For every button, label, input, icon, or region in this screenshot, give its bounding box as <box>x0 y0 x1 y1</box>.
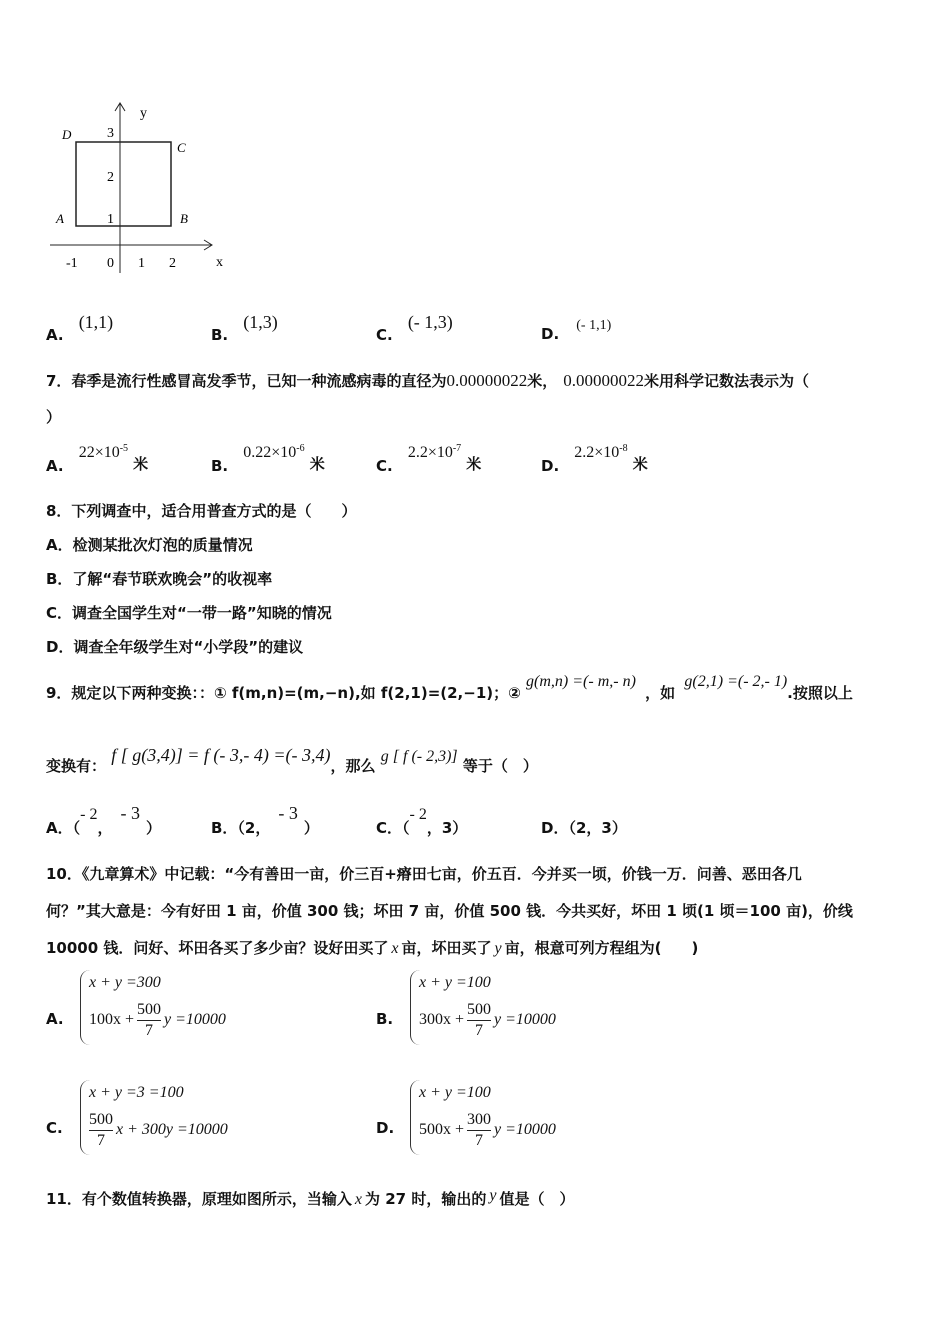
option-value: - 2 <box>409 806 427 823</box>
point-a-label: A <box>56 211 64 226</box>
q9-text: ，如 <box>645 684 676 702</box>
q10-stem-line3 <box>46 937 698 958</box>
equation: 500x + $\frac{300}{7}$ y =10000 <box>419 1110 556 1149</box>
option-value: - 2 <box>80 806 98 823</box>
q7-number: 0.00000022 <box>563 371 644 390</box>
q9-option-a[interactable] <box>46 803 161 837</box>
variable: y <box>489 1187 497 1204</box>
q7-option-b[interactable] <box>211 441 325 475</box>
variable: y <box>494 940 502 957</box>
q9-text: 变换有： <box>46 757 107 775</box>
option-label: D. <box>541 325 560 343</box>
option-value: (- 1,1) <box>576 318 612 333</box>
q7-number: 0.00000022 <box>446 371 528 390</box>
q8-option-d[interactable]: D．调查全年级学生对“小学段”的建议 <box>46 638 304 656</box>
option-label: C. <box>376 326 393 344</box>
equation: 300x + $\frac{500}{7}$ y =10000 <box>419 1000 556 1039</box>
x-tick-1: 1 <box>138 256 145 271</box>
equation-system <box>410 1080 556 1155</box>
y-tick-1: 1 <box>107 212 114 227</box>
q7-stem <box>46 370 809 391</box>
q7-text: 米， <box>527 372 558 390</box>
q9-stem-line1 <box>46 670 853 702</box>
q9-stem-line2 <box>46 745 538 775</box>
option-value: $0.22\times 10^{-6}$ <box>243 443 305 461</box>
option-label: B．（2， <box>211 819 271 837</box>
q11-text: 11．有个数值转换器，原理如图所示，当输入 <box>46 1190 352 1208</box>
x-axis-label: x <box>216 255 223 270</box>
x-tick-0: 0 <box>107 256 114 271</box>
q7-text: 7．春季是流行性感冒高发季节，已知一种流感病毒的直径为 <box>46 372 447 390</box>
option-label: B. <box>211 326 229 344</box>
unit: 米 <box>466 455 482 473</box>
option-label: A. <box>46 1010 64 1028</box>
option-label: B. <box>211 457 229 475</box>
q7-stem-close: ） <box>46 408 62 426</box>
unit: 米 <box>309 455 325 473</box>
equation: x + y =100 <box>419 1084 491 1101</box>
variable: x <box>391 940 399 957</box>
point-b-label: B <box>180 211 188 226</box>
unit: 米 <box>133 455 149 473</box>
x-tick-2: 2 <box>169 256 176 271</box>
option-label: A. <box>46 326 64 344</box>
q8-option-b[interactable]: B．了解“春节联欢晚会”的收视率 <box>46 570 273 588</box>
q7-text: 米用科学记数法表示为（ <box>643 372 809 390</box>
equation-system <box>80 1080 228 1155</box>
option-value: (- 1,3) <box>407 312 453 332</box>
q10-text: 亩，坏田买了 <box>401 939 492 957</box>
point-d-label: D <box>62 127 72 142</box>
q8-stem: 8．下列调查中，适合用普查方式的是（ ） <box>46 502 357 520</box>
q9-option-d[interactable]: D．（2，3） <box>541 819 627 837</box>
option-label: D. <box>376 1119 395 1137</box>
q9-option-c[interactable] <box>376 803 468 837</box>
option-label: C．（ <box>376 819 410 837</box>
option-value: $22\times 10^{-5}$ <box>78 443 129 461</box>
equation: x + y =100 <box>419 974 491 991</box>
equation: $\frac{500}{7}$ x + 300y =10000 <box>89 1110 228 1149</box>
option-value: (1,3) <box>243 312 278 332</box>
option-rest: ，3） <box>426 819 468 837</box>
option-value: (1,1) <box>78 312 114 332</box>
square-abcd <box>76 142 171 226</box>
y-tick-3: 3 <box>107 126 114 141</box>
option-label: D. <box>541 457 560 475</box>
point-c-label: C <box>177 140 186 155</box>
coordinate-graph <box>40 95 240 280</box>
equation: 100x + $\frac{500}{7}$ y =10000 <box>89 1000 226 1039</box>
q9-text: ，那么 <box>330 757 376 775</box>
option-label: A. <box>46 457 64 475</box>
q6-option-a[interactable] <box>46 312 114 344</box>
q9-text: 9．规定以下两种变换：：① f(m,n)=(m,−n),如 f(2,1)=(2,−1)；② <box>46 684 521 702</box>
y-tick-2: 2 <box>107 170 114 185</box>
q9-formula: g(2,1) =(- 2,- 1) <box>684 673 788 690</box>
q9-formula: f [ g(3,4)] = f (- 3,- 4) =(- 3,4) <box>111 745 331 765</box>
option-label: C. <box>46 1119 63 1137</box>
q8-option-c[interactable]: C．调查全国学生对“一带一路”知晓的情况 <box>46 604 332 622</box>
q9-formula: g(m,n) =(- m,- n) <box>526 673 636 690</box>
y-axis-label: y <box>140 106 147 121</box>
option-label: C. <box>376 457 393 475</box>
option-value: - 3 <box>120 803 140 823</box>
q8-option-a[interactable]: A．检测某批次灯泡的质量情况 <box>46 536 253 554</box>
q6-option-b[interactable] <box>211 312 278 344</box>
option-sep: ， <box>97 819 113 837</box>
unit: 米 <box>632 455 648 473</box>
q6-option-c[interactable] <box>376 312 453 344</box>
option-close: ） <box>303 819 319 837</box>
option-close: ） <box>145 819 161 837</box>
option-value: - 3 <box>278 803 298 823</box>
q11-text: 为 27 时，输出的 <box>365 1190 487 1208</box>
option-value: $2.2\times 10^{-8}$ <box>574 443 628 461</box>
q9-option-b[interactable] <box>211 803 319 837</box>
x-tick-neg1: -1 <box>66 256 78 271</box>
q7-option-a[interactable] <box>46 441 149 475</box>
q11-stem <box>46 1188 574 1209</box>
q7-option-c[interactable] <box>376 441 482 475</box>
q6-option-d[interactable] <box>541 314 612 343</box>
equation: x + y =300 <box>89 974 161 991</box>
option-label: A．（ <box>46 819 81 837</box>
q10-text: 亩，根意可列方程组为( ) <box>504 939 699 957</box>
q9-text: .按照以上 <box>787 684 853 702</box>
variable: x <box>354 1191 362 1208</box>
equation: x + y =3 =100 <box>89 1084 184 1101</box>
q9-text: 等于（ ） <box>462 757 538 775</box>
q9-formula: g [ f (- 2,3)] <box>380 748 458 765</box>
option-label: B. <box>376 1010 394 1028</box>
q10-text: 10000 钱．问好、坏田各买了多少亩？设好田买了 <box>46 939 389 957</box>
equation-system <box>410 970 556 1045</box>
q10-stem-line2: 何？”其大意是：今有好田 1 亩，价值 300 钱；坏田 7 亩，价值 500 钱．今共买好，坏田 1 顷(1 顷＝100 亩)，价线 <box>46 902 853 920</box>
equation-system <box>80 970 226 1045</box>
q7-option-d[interactable] <box>541 441 648 475</box>
q10-stem-line1: 10．《九章算术》中记载：“今有善田一亩，价三百+瘠田七亩，价五百．今并买一顷，价钱一万．问善、恶田各几 <box>46 865 802 883</box>
q11-text: 值是（ ） <box>499 1190 575 1208</box>
option-value: $2.2\times 10^{-7}$ <box>407 443 462 461</box>
